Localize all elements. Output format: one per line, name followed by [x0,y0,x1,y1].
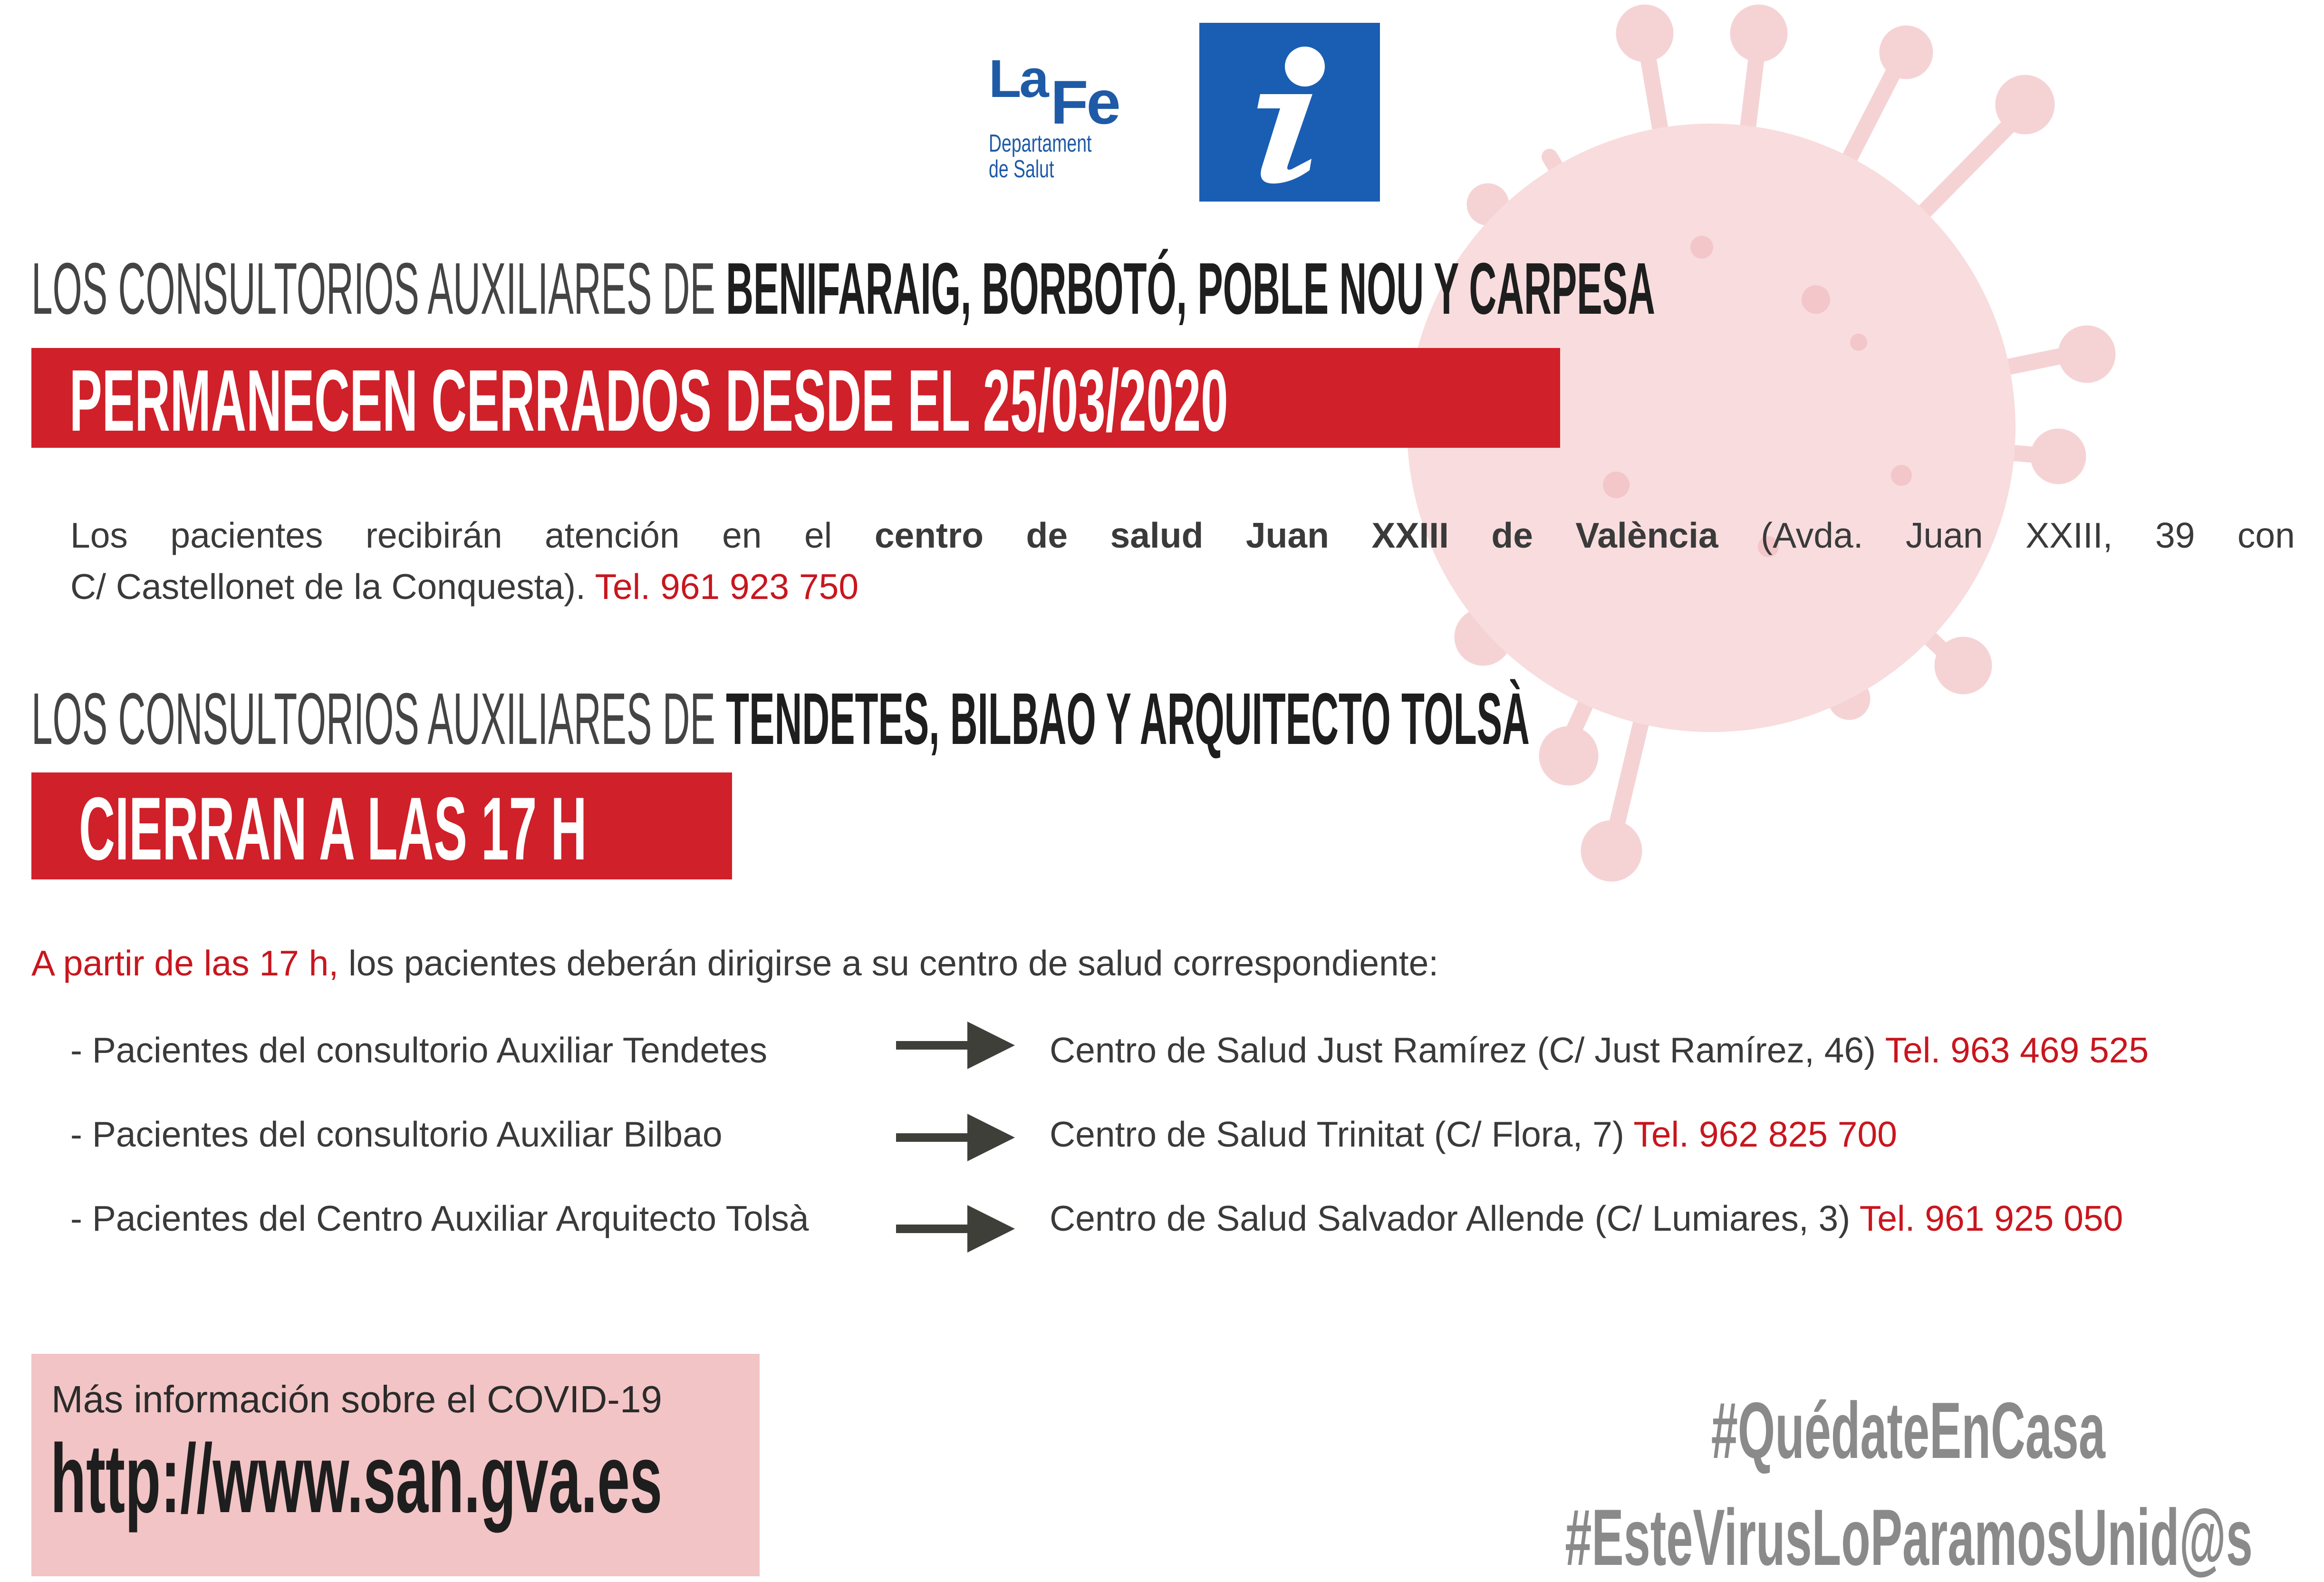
phone-number: Tel. 961 923 750 [595,567,859,607]
lafe-logo-department [989,131,1091,182]
redirect-row-to [1050,1114,1897,1155]
section1-paragraph [70,510,2295,612]
more-info-box [31,1354,760,1576]
phone-number: Tel. 961 925 050 [1859,1198,2123,1238]
more-info-url-link[interactable]: http://www.san.gva.es [50,1424,663,1533]
para-line2-text: C/ Castellonet de la Conquesta). [70,567,586,607]
section1-heading-light: LOS CONSULTORIOS AUXILIARES DE [31,248,726,329]
section1-heading-bold: BENIFARAIG, BORBOTÓ, POBLE NOU Y CARPESA [726,248,1655,329]
para-word-bold: centro [874,515,984,555]
para-word: XXIII, [2025,515,2113,555]
redirect-row-from: - Pacientes del consultorio Auxiliar Tendetes [70,1030,768,1070]
para-word-bold: de [1026,515,1068,555]
virus-illustration [1283,0,2324,951]
para-word: 39 [2155,515,2195,555]
para-word: con [2237,515,2295,555]
arrow-right-icon [896,1111,1015,1164]
para-word: atención [545,515,680,555]
section2-heading-light: LOS CONSULTORIOS AUXILIARES DE [31,678,726,760]
section2-banner-text: CIERRAN A LAS 17 H [79,779,587,878]
section2-intro-text: los pacientes deberán dirigirse a su centro de salud correspondiente: [338,943,1439,983]
more-info-label: Más información sobre el COVID-19 [51,1378,662,1420]
para-word-bold: XXIII [1371,515,1449,555]
section2-heading [31,678,1530,760]
lafe-logo-la: La [989,49,1047,108]
para-word: Juan [1906,515,1983,555]
para-word: recibirán [365,515,502,555]
section2-heading-bold: TENDETES, BILBAO Y ARQUITECTO TOLSÀ [726,678,1530,760]
redirect-row-from: - Pacientes del consultorio Auxiliar Bilbao [70,1114,723,1154]
para-word-bold: Juan [1245,515,1329,555]
lafe-logo-fe: Fe [1051,68,1119,137]
para-word: el [804,515,832,555]
arrow-right-icon [896,1019,1015,1071]
health-center: Centro de Salud Just Ramírez (C/ Just Ramírez, 46) [1050,1030,1885,1070]
para-word-bold: València [1575,515,1718,555]
para-word: (Avda. [1761,515,1863,555]
section1-banner [31,348,1560,448]
section2-intro [31,937,1438,989]
health-center: Centro de Salud Salvador Allende (C/ Lumiares, 3) [1050,1198,1860,1238]
section1-paragraph-line1 [70,510,2295,561]
redirect-row-from: - Pacientes del Centro Auxiliar Arquitecto Tolsà [70,1198,809,1238]
section1-paragraph-line2 [70,561,2295,612]
hashtag-este-virus: #EsteVirusLoParamosUnid@s [1565,1493,2253,1582]
para-word: pacientes [170,515,323,555]
phone-number: Tel. 963 469 525 [1885,1030,2149,1070]
information-icon [1199,23,1380,202]
lafe-logo-line4: de Salut [989,155,1054,183]
section2-intro-highlight: A partir de las 17 h, [31,943,339,983]
section2-banner [31,772,732,879]
redirect-row-to [1050,1198,2123,1239]
hashtag-quedate-en-casa: #QuédateEnCasa [1711,1386,2105,1475]
para-word-bold: de [1491,515,1533,555]
health-center: Centro de Salud Trinitat (C/ Flora, 7) [1050,1114,1634,1154]
phone-number: Tel. 962 825 700 [1633,1114,1897,1154]
section1-banner-text: PERMANECEN CERRADOS DESDE EL 25/03/2020 [69,351,1228,449]
para-word: en [722,515,762,555]
redirect-row-to [1050,1030,2149,1071]
arrow-right-icon [896,1203,1015,1255]
section1-heading [31,248,1655,329]
para-word-bold: salud [1110,515,1204,555]
lafe-logo [989,49,1141,195]
para-word: Los [70,515,128,555]
lafe-logo-line3: Departament [989,130,1092,157]
